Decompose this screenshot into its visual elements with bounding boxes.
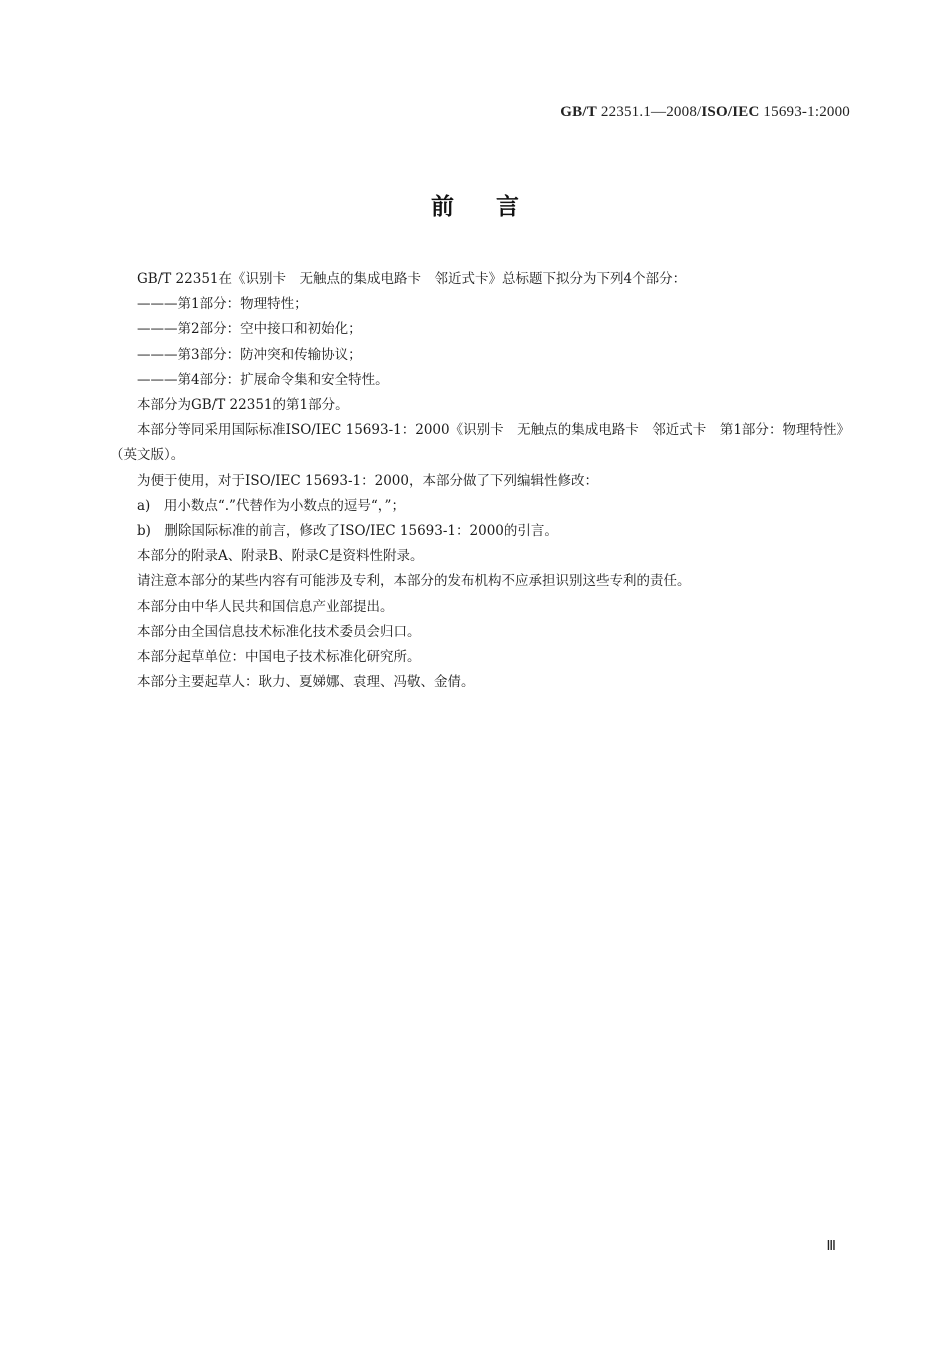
list-item-edit-b: b) 删除国际标准的前言，修改了ISO/IEC 15693-1：2000的引言。 [137,523,558,540]
paragraph-intro: GB/T 22351在《识别卡 无触点的集成电路卡 邻近式卡》总标题下拟分为下列4个部分： [137,271,687,287]
foreword-body [110,267,850,695]
paragraph-adoption: 本部分等同采用国际标准ISO/IEC 15693-1：2000《识别卡 无触点的集成电路卡 邻近式卡 第1部分：物理特性》（英文版）。 [110,422,850,464]
page-title: 前言 [431,194,561,220]
paragraph-drafters: 本部分主要起草人：耿力、夏娣娜、袁理、冯敬、金倩。 [137,674,475,691]
standard-number: 22351.1—2008/ [596,104,702,120]
iso-prefix: ISO/IEC [701,104,760,120]
standard-prefix: GB/T [560,104,597,120]
list-item-edit-a: a) 用小数点“.”代替作为小数点的逗号“，”； [137,497,405,514]
paragraph-proposed-by: 本部分由中华人民共和国信息产业部提出。 [137,598,394,615]
paragraph-annexes: 本部分的附录A、附录B、附录C是资料性附录。 [137,548,424,565]
paragraph-administered-by: 本部分由全国信息技术标准化技术委员会归口。 [137,623,421,640]
paragraph-part-statement: 本部分为GB/T 22351的第1部分。 [137,397,349,414]
paragraph-edits-intro: 为便于使用，对于ISO/IEC 15693-1：2000，本部分做了下列编辑性修改： [137,472,598,489]
list-item-part2: ———第2部分：空中接口和初始化； [137,321,362,338]
iso-number: 15693-1:2000 [759,104,850,120]
list-item-part3: ———第3部分：防冲突和传输协议； [137,346,362,363]
list-item-part4: ———第4部分：扩展命令集和安全特性。 [137,371,389,388]
paragraph-patent-notice: 请注意本部分的某些内容有可能涉及专利，本部分的发布机构不应承担识别这些专利的责任。 [137,573,691,590]
paragraph-drafting-unit: 本部分起草单位：中国电子技术标准化研究所。 [137,649,421,666]
document-code-header [560,104,850,121]
list-item-part1: ———第1部分：物理特性； [137,296,308,313]
page-number: Ⅲ [826,1239,836,1254]
